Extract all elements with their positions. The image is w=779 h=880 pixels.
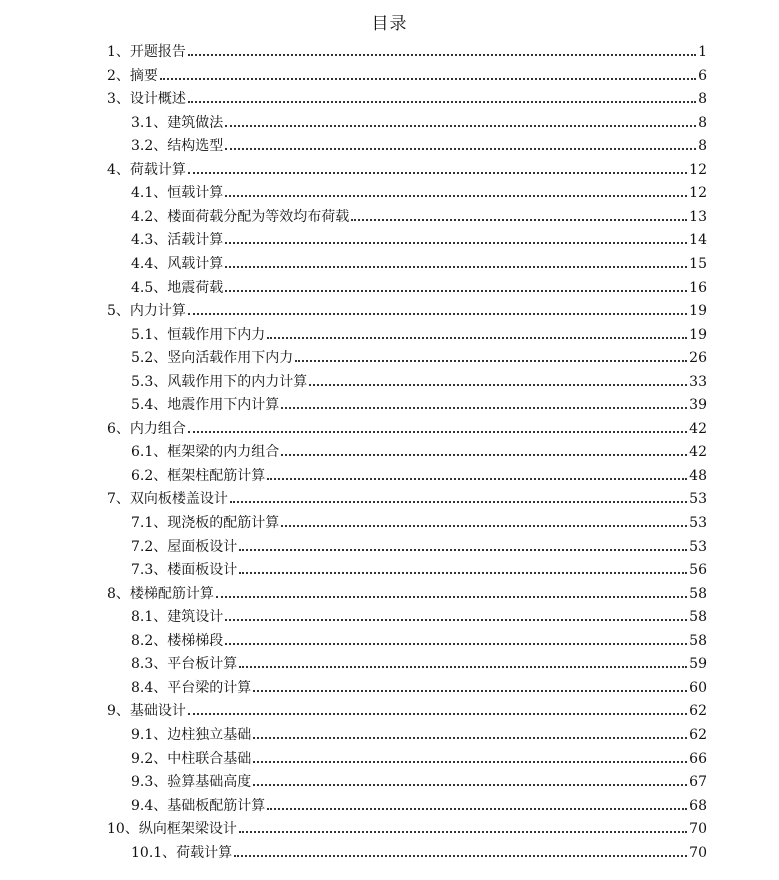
dot-leader <box>230 500 687 503</box>
toc-entry-page: 59 <box>689 656 707 673</box>
toc-entry <box>0 224 707 248</box>
toc-entry-label: 8.2、楼梯梯段 <box>131 632 224 649</box>
toc-entry-page: 53 <box>689 538 707 555</box>
dot-leader <box>225 124 696 127</box>
toc-entry-label: 9.3、验算基础高度 <box>131 774 252 791</box>
dot-leader <box>225 618 687 621</box>
dot-leader <box>188 712 687 715</box>
dot-leader <box>281 453 687 456</box>
toc-entry-label: 7、双向板楼盖设计 <box>107 491 228 508</box>
toc-entry-page: 1 <box>698 44 707 60</box>
toc-entry-label: 4.2、楼面荷载分配为等效均布荷载 <box>131 208 350 225</box>
toc-entry-page: 70 <box>689 844 707 861</box>
dot-leader <box>234 854 687 857</box>
toc-entry-page: 56 <box>689 562 707 579</box>
toc-entry-page: 12 <box>689 185 707 202</box>
toc-entry-label: 5、内力计算 <box>107 303 186 320</box>
toc-entry-page: 15 <box>689 255 707 272</box>
page-title: 目录 <box>371 14 408 34</box>
dot-leader <box>188 171 687 174</box>
toc-entry-label: 1、开题报告 <box>107 44 186 60</box>
toc-entry-label: 10.1、荷载计算 <box>131 844 233 861</box>
toc-entry <box>0 837 707 861</box>
toc-entry-page: 8 <box>698 138 707 155</box>
dot-leader <box>225 289 687 292</box>
dot-leader <box>225 194 687 197</box>
toc-entry <box>0 177 707 201</box>
toc-entry-label: 7.3、楼面板设计 <box>131 562 238 579</box>
toc-entry-label: 4.1、恒载计算 <box>131 185 224 202</box>
toc-entry-label: 3、设计概述 <box>107 91 186 108</box>
toc-entry-page: 58 <box>689 632 707 649</box>
dot-leader <box>281 524 687 527</box>
dot-leader <box>281 406 687 409</box>
dot-leader <box>253 783 687 786</box>
toc-entry-label: 9.4、基础板配筋计算 <box>131 797 266 814</box>
toc-entry <box>0 36 707 60</box>
toc-entry <box>0 648 707 672</box>
dot-leader <box>267 336 687 339</box>
toc-entry-label: 6.1、框架梁的内力组合 <box>131 444 280 461</box>
toc-entry <box>0 60 707 84</box>
toc-entry-page: 53 <box>689 515 707 531</box>
toc-entry-label: 5.3、风载作用下的内力计算 <box>131 373 308 390</box>
toc-entry-label: 9.1、边柱独立基础 <box>131 726 252 743</box>
toc-entry <box>0 130 707 154</box>
dot-leader <box>253 736 687 739</box>
toc-entry-page: 8 <box>698 91 707 108</box>
dot-leader <box>225 642 687 645</box>
toc-entry-page: 62 <box>689 703 707 720</box>
dot-leader <box>253 689 687 692</box>
toc-entry-page: 42 <box>689 444 707 461</box>
toc-entry-label: 5.4、地震作用下内计算 <box>131 397 280 414</box>
toc-entry <box>0 507 707 531</box>
toc-entry-label: 4.3、活载计算 <box>131 232 224 249</box>
toc-entry-page: 60 <box>689 679 707 696</box>
toc-entry-page: 42 <box>689 420 707 437</box>
toc-entry-page: 12 <box>689 161 707 178</box>
toc-entry <box>0 672 707 696</box>
toc-entry-page: 39 <box>689 397 707 414</box>
toc-entry-label: 3.1、建筑做法 <box>131 114 224 131</box>
toc-entry-label: 3.2、结构选型 <box>131 138 224 155</box>
toc-entry-page: 53 <box>689 491 707 508</box>
toc-entry <box>0 83 707 107</box>
toc-entry-label: 5.1、恒载作用下内力 <box>131 326 266 343</box>
toc-entry <box>0 766 707 790</box>
toc-entry-page: 48 <box>689 467 707 484</box>
toc-entry-label: 8.1、建筑设计 <box>131 609 224 626</box>
dot-leader <box>267 807 687 810</box>
toc-entry <box>0 272 707 296</box>
toc-entry-label: 7.2、屋面板设计 <box>131 538 238 555</box>
dot-leader <box>253 760 687 763</box>
dot-leader <box>239 830 687 833</box>
toc-entry-label: 8、楼梯配筋计算 <box>107 585 214 602</box>
dot-leader <box>267 477 687 480</box>
toc-entry <box>0 719 707 743</box>
dot-leader <box>239 665 687 668</box>
toc-entry <box>0 436 707 460</box>
toc-entry-label: 8.3、平台板计算 <box>131 656 238 673</box>
toc-entry-page: 58 <box>689 609 707 626</box>
toc-entry <box>0 295 707 319</box>
dot-leader <box>351 218 687 221</box>
dot-leader <box>239 548 687 551</box>
toc-entry-page: 68 <box>689 797 707 814</box>
toc-entry-page: 6 <box>698 67 707 84</box>
dot-leader <box>309 383 687 386</box>
toc-entry-label: 9.2、中柱联合基础 <box>131 750 252 767</box>
toc-entry <box>0 483 707 507</box>
toc-entry-page: 19 <box>689 303 707 320</box>
dot-leader <box>225 147 696 150</box>
toc-entry-page: 67 <box>689 774 707 791</box>
toc-entry-page: 70 <box>689 821 707 838</box>
toc-entry-label: 6、内力组合 <box>107 420 186 437</box>
toc-entry <box>0 790 707 814</box>
toc-entry-page: 26 <box>689 350 707 367</box>
toc-entry <box>0 531 707 555</box>
toc-entry-page: 62 <box>689 726 707 743</box>
toc-entry <box>0 743 707 767</box>
dot-leader <box>188 430 687 433</box>
toc-entry-label: 5.2、竖向活载作用下内力 <box>131 350 294 367</box>
toc-entry <box>0 154 707 178</box>
dot-leader <box>188 53 696 56</box>
toc-entry-label: 9、基础设计 <box>107 703 186 720</box>
dot-leader <box>160 77 696 80</box>
toc-entry <box>0 342 707 366</box>
toc-entry-label: 6.2、框架柱配筋计算 <box>131 467 266 484</box>
toc-entry <box>0 201 707 225</box>
toc-entry-label: 8.4、平台梁的计算 <box>131 679 252 696</box>
dot-leader <box>216 595 687 598</box>
toc-entry-label: 4.5、地震荷载 <box>131 279 224 296</box>
toc-entry <box>0 625 707 649</box>
toc-entry <box>0 554 707 578</box>
toc-entry-label: 4.4、风载计算 <box>131 255 224 272</box>
toc-entry <box>0 366 707 390</box>
toc-entry <box>0 601 707 625</box>
toc-entry <box>0 578 707 602</box>
toc-entry-page: 14 <box>689 232 707 249</box>
toc-entry <box>0 107 707 131</box>
toc-entry-page: 8 <box>698 114 707 131</box>
toc-entry-page: 33 <box>689 373 707 390</box>
dot-leader <box>188 312 687 315</box>
toc-entry-label: 4、荷载计算 <box>107 161 186 178</box>
toc-entry <box>0 248 707 272</box>
toc-entry-label: 7.1、现浇板的配筋计算 <box>131 515 280 531</box>
toc-entry <box>0 389 707 413</box>
dot-leader <box>188 100 696 103</box>
toc-entry-page: 16 <box>689 279 707 296</box>
toc-entry <box>0 813 707 837</box>
toc-entry-page: 13 <box>689 208 707 225</box>
toc-entry-label: 2、摘要 <box>107 67 158 84</box>
toc-entry <box>0 413 707 437</box>
dot-leader <box>225 265 687 268</box>
toc-entry-page: 58 <box>689 585 707 602</box>
toc-entry-page: 19 <box>689 326 707 343</box>
dot-leader <box>239 571 687 574</box>
toc-entry <box>0 460 707 484</box>
dot-leader <box>225 241 687 244</box>
toc-entry-label: 10、纵向框架梁设计 <box>107 821 237 838</box>
toc-entry-page: 66 <box>689 750 707 767</box>
dot-leader <box>295 359 687 362</box>
toc-entry <box>0 695 707 719</box>
toc-entry <box>0 319 707 343</box>
